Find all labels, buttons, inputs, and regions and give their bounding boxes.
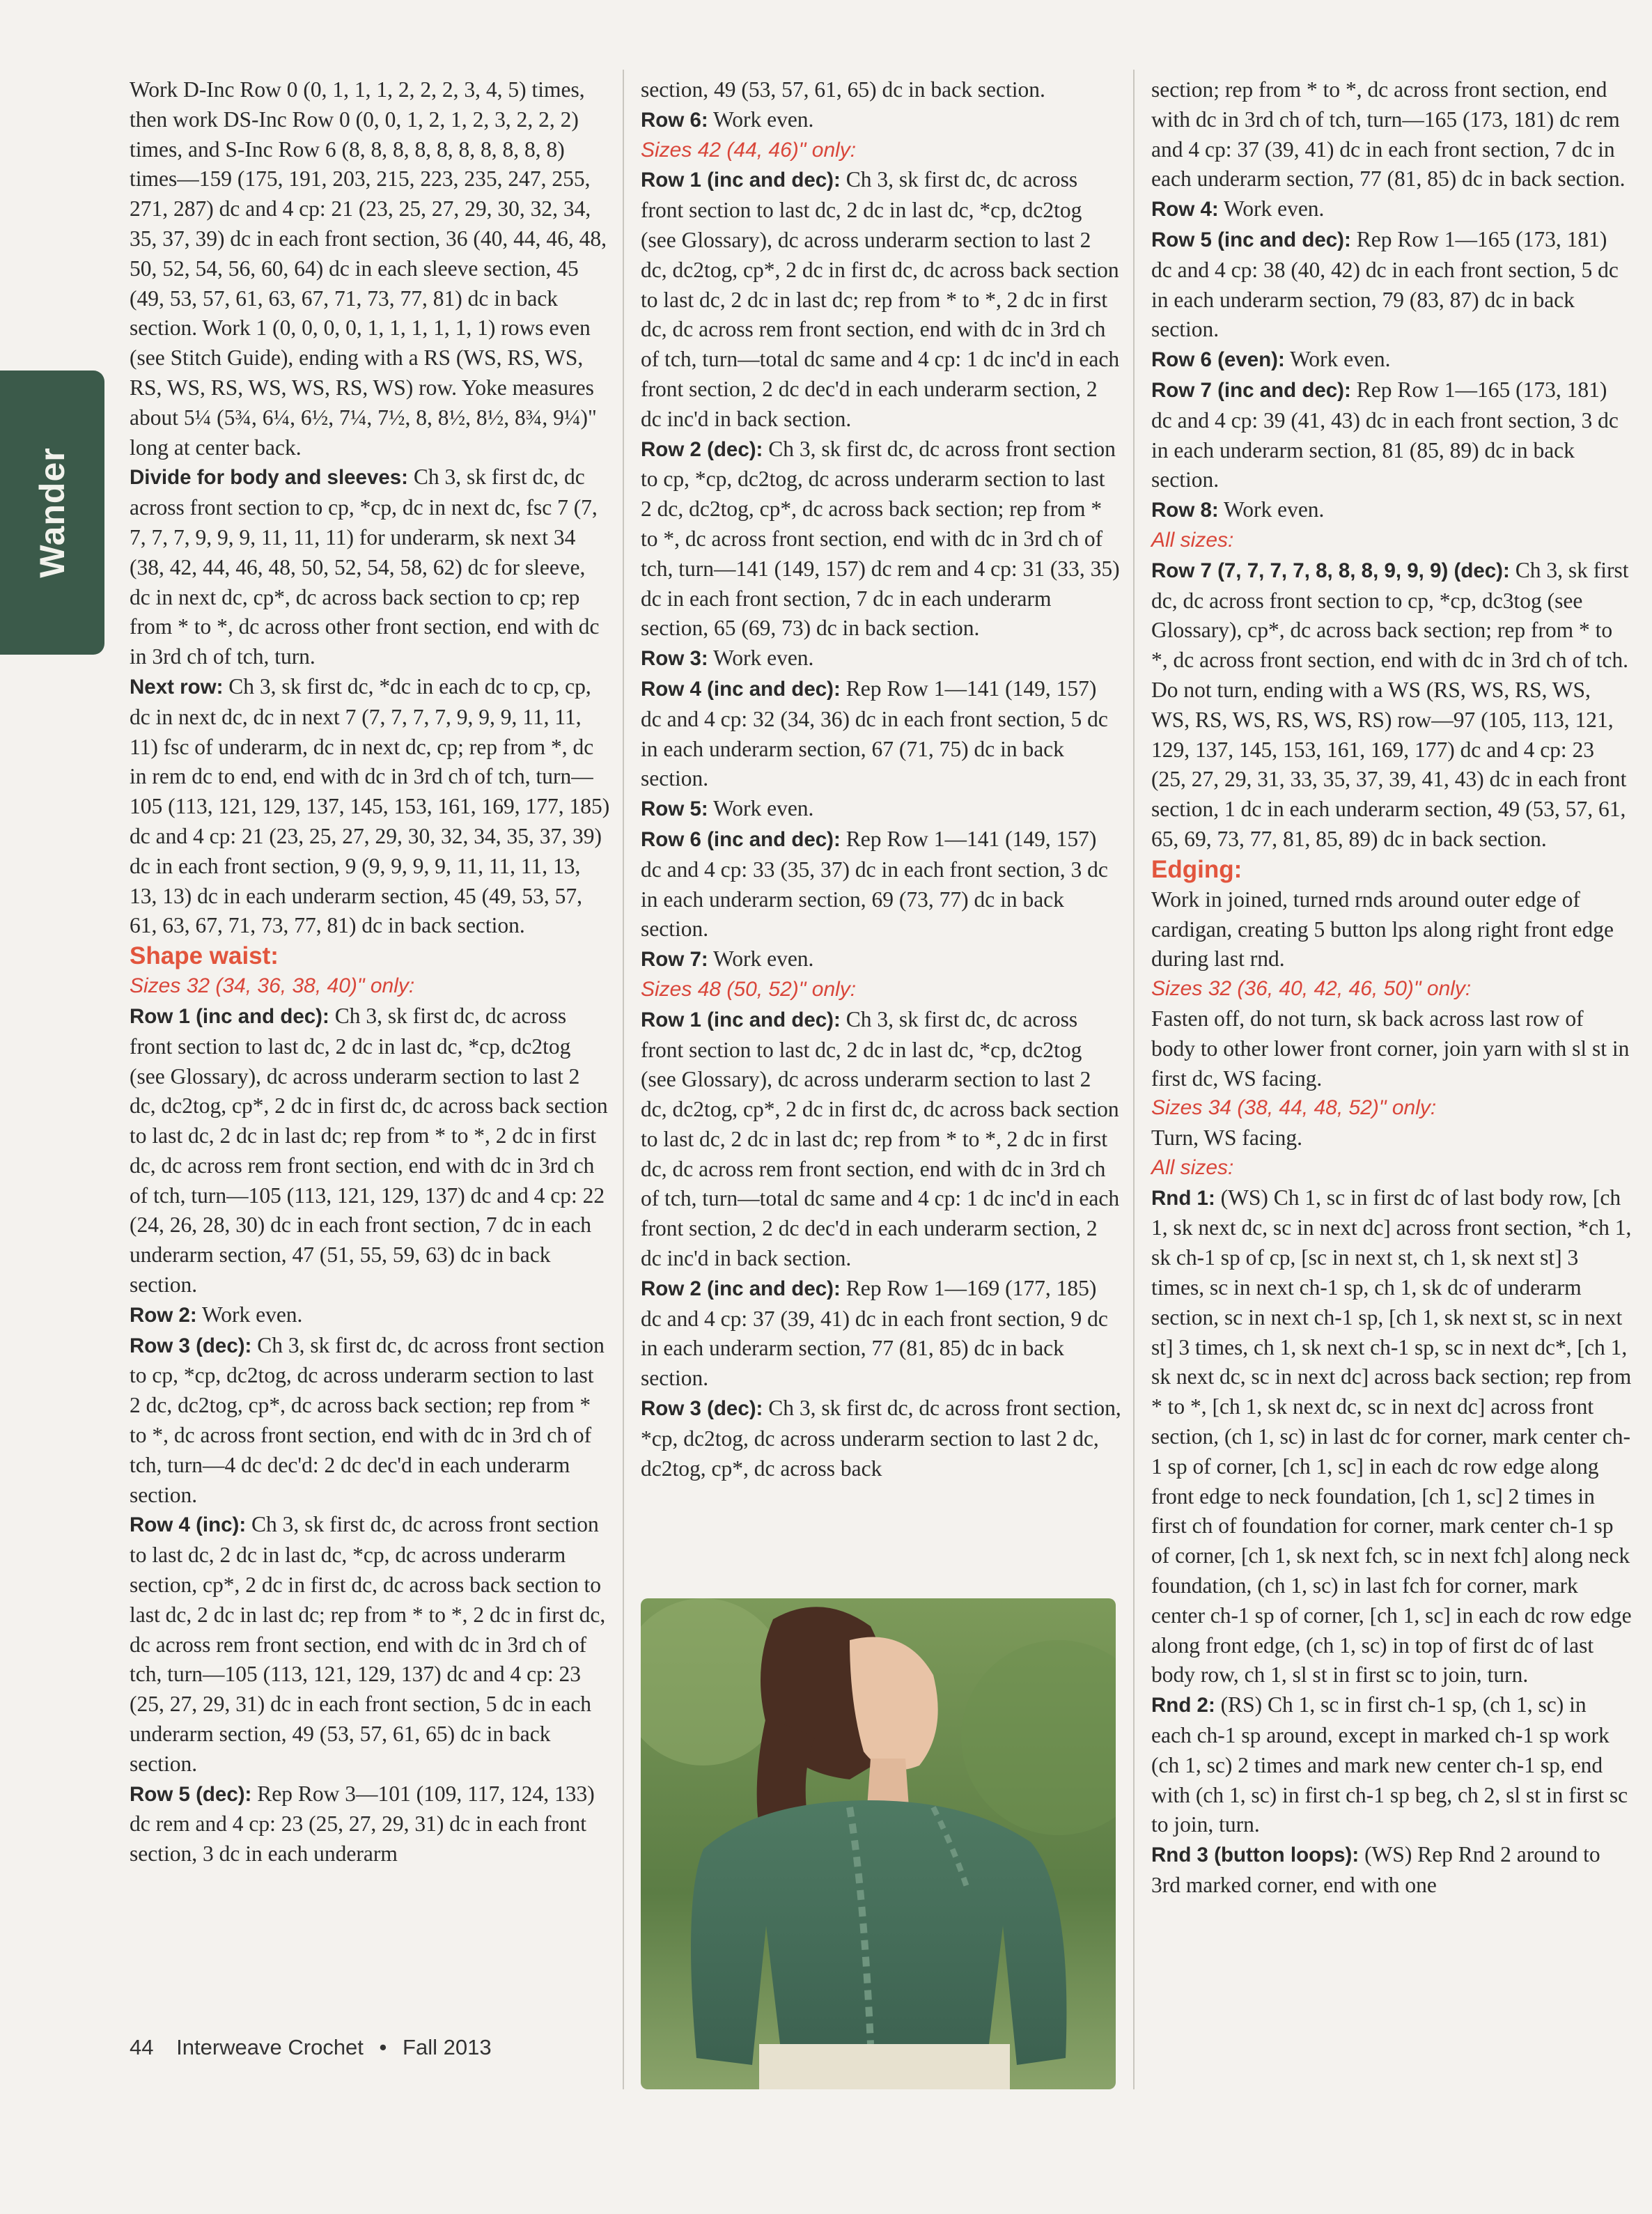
footer-bullet: •	[379, 2035, 387, 2059]
section-tab-label: Wander	[33, 447, 72, 578]
instruction-paragraph	[130, 1510, 610, 1779]
row-label: Rnd 2:	[1151, 1694, 1215, 1717]
instruction-paragraph	[1151, 1690, 1632, 1840]
size-note: All sizes:	[1151, 528, 1234, 552]
row-label: Row 6:	[641, 108, 708, 132]
instruction-paragraph	[1151, 1004, 1632, 1093]
row-label: Row 4 (inc):	[130, 1513, 247, 1537]
instruction-paragraph	[1151, 375, 1632, 495]
size-note: Sizes 48 (50, 52)" only:	[641, 977, 857, 1001]
sweater-photo	[641, 1598, 1116, 2089]
text-column-2	[641, 75, 1121, 1483]
instruction-paragraph	[641, 435, 1121, 644]
instruction-paragraph	[641, 75, 1121, 105]
instruction-paragraph	[130, 1331, 610, 1511]
instruction-paragraph	[641, 674, 1121, 794]
instruction-paragraph	[1151, 1123, 1632, 1153]
row-label: Row 4 (inc and dec):	[641, 677, 841, 701]
page-footer	[130, 2035, 492, 2060]
row-label: Row 5 (inc and dec):	[1151, 228, 1351, 251]
size-note: Sizes 32 (36, 40, 42, 46, 50)" only:	[1151, 977, 1472, 1001]
instruction-paragraph	[641, 1274, 1121, 1394]
instruction-text: Work even.	[708, 646, 814, 671]
row-label: Rnd 1:	[1151, 1186, 1215, 1210]
instruction-text: Work even.	[1218, 497, 1325, 522]
instruction-text: Work even.	[1218, 196, 1325, 221]
section-tab	[0, 371, 104, 655]
row-label: Row 3 (dec):	[641, 1397, 763, 1421]
instruction-text: Ch 3, sk first dc, dc across front section to cp, *cp, dc3tog (see Glossary), cp*, dc across back section; rep from * to *, dc across front section, end with dc in 3rd ch of tch. Do not turn, ending with a WS (RS, WS, RS, WS, WS, RS, WS, RS, WS, RS) row—97 (105, 113, 121, 129, 137, 145, 153, 161, 169, 177) dc and 4 cp: 23 (25, 27, 29, 31, 33, 35, 37, 39, 41, 43) dc in each front section, 1 dc in each underarm section, 49 (53, 57, 61, 65, 69, 73, 77, 81, 85, 89) dc in back section.	[1151, 557, 1629, 851]
instruction-paragraph	[1151, 885, 1632, 974]
instruction-text: Ch 3, sk first dc, dc across front section to last dc, 2 dc in last dc, *cp, dc2tog (see Glossary), dc across underarm section to last 2 dc, dc2tog, cp*, 2 dc in first dc, dc across back section to last dc, 2 dc in last dc; rep from * to *, 2 dc in first dc, dc across rem front section, end with dc in 3rd ch of tch, turn—total dc same and 4 cp: 1 dc inc'd in each front section, 2 dc dec'd in each underarm section, 2 dc inc'd in back section.	[641, 167, 1120, 431]
row-label: Row 7:	[641, 948, 708, 972]
instruction-paragraph	[1151, 1183, 1632, 1691]
instruction-text: section; rep from * to *, dc across front section, end with dc in 3rd ch of tch, turn—165 (173, 181) dc rem and 4 cp: 37 (39, 41) dc in each front section, 7 dc in each underarm section, 77 (81, 85) dc in back section.	[1151, 77, 1626, 192]
instruction-paragraph	[1151, 556, 1632, 855]
instruction-text: Work even.	[708, 796, 814, 821]
instruction-paragraph	[641, 105, 1121, 136]
size-note: Sizes 34 (38, 44, 48, 52)" only:	[1151, 1096, 1437, 1120]
instruction-text: Ch 3, sk first dc, dc across front section to last dc, 2 dc in last dc, *cp, dc2tog (see Glossary), dc across underarm section to last 2 dc, dc2tog, cp*, 2 dc in first dc, dc across back section to last dc, 2 dc in last dc; rep from * to *, 2 dc in first dc, dc across rem front section, end with dc in 3rd ch of tch, turn—105 (113, 121, 129, 137) dc and 4 cp: 22 (24, 26, 28, 30) dc in each front section, 7 dc in each underarm section, 47 (51, 55, 59, 63) dc in back section.	[130, 1003, 608, 1297]
instruction-text: (WS) Rep Rnd 2 around to 3rd marked corner, end with one	[1151, 1842, 1600, 1898]
instruction-text: Work even.	[1284, 347, 1391, 372]
row-label: Row 6 (even):	[1151, 348, 1285, 372]
instruction-paragraph	[641, 644, 1121, 674]
instruction-text: Work even.	[708, 946, 814, 972]
instruction-paragraph	[130, 1300, 610, 1331]
row-label: Row 6 (inc and dec):	[641, 827, 841, 851]
instruction-paragraph	[1151, 225, 1632, 345]
row-label: Row 8:	[1151, 499, 1219, 522]
row-label: Row 2:	[130, 1303, 197, 1327]
size-note: Sizes 42 (44, 46)" only:	[641, 138, 857, 162]
instruction-text: Ch 3, sk first dc, dc across front section to cp, *cp, dc in next dc, fsc 7 (7, 7, 7, 7, 9, 9, 9, 11, 11, 11) for underarm, sk next 34 (38, 42, 44, 46, 48, 50, 52, 54, 58, 62) dc for sleeve, dc in next dc, cp*, dc across back section to cp; rep from * to *, dc across other front section, end with dc in 3rd ch of tch, turn.	[130, 465, 600, 669]
instruction-text: Turn, WS facing.	[1151, 1125, 1303, 1151]
row-label: Row 1 (inc and dec):	[130, 1004, 329, 1028]
instruction-paragraph	[641, 794, 1121, 825]
text-column-3	[1151, 75, 1632, 1901]
row-label: Row 3:	[641, 647, 708, 671]
instruction-text: Ch 3, sk first dc, dc across front section to cp, *cp, dc2tog, dc across underarm section to last 2 dc, dc2tog, cp*, dc across back section; rep from * to *, dc across front section, end with dc in 3rd ch of tch, turn—141 (149, 157) dc rem and 4 cp: 31 (33, 35) dc in each front section, 7 dc in each underarm section, 65 (69, 73) dc in back section.	[641, 436, 1120, 641]
section-heading: Edging:	[1151, 855, 1242, 883]
row-label: Row 1 (inc and dec):	[641, 1008, 841, 1031]
instruction-text: Rep Row 1—165 (173, 181) dc and 4 cp: 38 (40, 42) dc in each front section, 5 dc in each underarm section, 79 (83, 87) dc in back section.	[1151, 226, 1619, 342]
row-label: Row 7 (inc and dec):	[1151, 378, 1351, 402]
text-column-1	[130, 75, 610, 1869]
section-heading: Shape waist:	[130, 942, 279, 970]
instruction-paragraph	[641, 165, 1121, 434]
row-label: Row 2 (dec):	[641, 437, 763, 461]
instruction-text: Rep Row 1—141 (149, 157) dc and 4 cp: 33 (35, 37) dc in each front section, 3 dc in each underarm section, 69 (73, 77) dc in back section.	[641, 826, 1108, 942]
instruction-text: Ch 3, sk first dc, *dc in each dc to cp, cp, dc in next dc, dc in next 7 (7, 7, 7, 7, 9, 9, 9, 11, 11, 11) fsc of underarm, dc in next dc, cp; rep from *, dc in rem dc to end, end with dc in 3rd ch of tch, turn—105 (113, 121, 129, 137, 145, 153, 161, 169, 177, 185) dc and 4 cp: 21 (23, 25, 27, 29, 30, 32, 34, 35, 37, 39) dc in each front section, 9 (9, 9, 9, 9, 11, 11, 11, 13, 13, 13) dc in each underarm section, 45 (49, 53, 57, 61, 63, 67, 71, 73, 77, 81) dc in back section.	[130, 673, 610, 938]
instruction-paragraph	[130, 672, 610, 941]
instruction-text: Ch 3, sk first dc, dc across front section to last dc, 2 dc in last dc, *cp, dc across underarm section, cp*, 2 dc in first dc, dc across back section to last dc, 2 dc in last dc; rep from * to *, 2 dc in first dc, dc across rem front section, end with dc in 3rd ch of tch, turn—105 (113, 121, 129, 137) dc and 4 cp: 23 (25, 27, 29, 31) dc in each front section, 5 dc in each underarm section, 49 (53, 57, 61, 65) dc in back section.	[130, 1512, 606, 1776]
instruction-text: Rep Row 1—141 (149, 157) dc and 4 cp: 32 (34, 36) dc in each front section, 5 dc in each underarm section, 67 (71, 75) dc in back section.	[641, 676, 1108, 791]
magazine-title: Interweave Crochet	[176, 2035, 364, 2059]
instruction-paragraph	[641, 1005, 1121, 1274]
row-label: Row 2 (inc and dec):	[641, 1277, 841, 1300]
instruction-paragraph	[1151, 345, 1632, 375]
instruction-text: section, 49 (53, 57, 61, 65) dc in back section.	[641, 77, 1045, 102]
row-label: Row 3 (dec):	[130, 1334, 252, 1357]
instruction-paragraph	[130, 462, 610, 672]
instruction-text: Ch 3, sk first dc, dc across front section to cp, *cp, dc2tog, dc across underarm section to last 2 dc, dc2tog, cp*, dc across back section; rep from * to *, dc across front section, end with dc in 3rd ch of tch, turn—4 dc dec'd: 2 dc dec'd in each underarm section.	[130, 1332, 605, 1507]
instruction-text: (WS) Ch 1, sc in first dc of last body row, [ch 1, sk next dc, sc in next dc] across front section, *ch 1, sk ch-1 sp of cp, [sc in next st, ch 1, sk next st] 3 times, sc in next ch-1 sp, ch 1, sk dc of underarm section, sc in next ch-1 sp, [ch 1, sk next st, sc in next st] 3 times, ch 1, sk next ch-1 sp, sc in next dc*, [ch 1, sk next dc, sc in next dc] across back section; rep from * to *, [ch 1, sk next dc, sc in next dc] across front section, (ch 1, sc) in last dc for corner, mark center ch-1 sp of corner, [ch 1, sc] in each dc row edge along front edge to neck foundation, [ch 1, sc] 2 times in first ch of foundation for corner, mark center ch-1 sp of corner, [ch 1, sk next fch, sc in next fch] along neck foundation, (ch 1, sc) in last fch for corner, mark center ch-1 sp of corner, [ch 1, sc] in each dc row edge along front edge, (ch 1, sc) in top of first dc of last body row, ch 1, sl st in first sc to join, turn.	[1151, 1185, 1632, 1687]
issue-date: Fall 2013	[403, 2035, 492, 2059]
instruction-paragraph	[130, 1779, 610, 1869]
row-label: Divide for body and sleeves:	[130, 466, 409, 490]
instruction-paragraph	[130, 1001, 610, 1300]
instruction-text: Rep Row 1—169 (177, 185) dc and 4 cp: 37 (39, 41) dc in each front section, 9 dc in each underarm section, 77 (81, 85) dc in back section.	[641, 1275, 1108, 1391]
instruction-paragraph	[1151, 1840, 1632, 1901]
row-label: Row 5:	[641, 797, 708, 821]
instruction-text: Fasten off, do not turn, sk back across last row of body to other lower front corner, join yarn with sl st in first dc, WS facing.	[1151, 1006, 1630, 1091]
row-label: Row 7 (7, 7, 7, 7, 8, 8, 8, 9, 9, 9) (dec):	[1151, 559, 1510, 582]
row-label: Next row:	[130, 675, 224, 699]
size-note: Sizes 32 (34, 36, 38, 40)" only:	[130, 974, 415, 998]
instruction-paragraph	[641, 825, 1121, 944]
instruction-text: Work in joined, turned rnds around outer edge of cardigan, creating 5 button lps along right front edge during last rnd.	[1151, 887, 1614, 972]
instruction-paragraph	[1151, 194, 1632, 225]
column-divider	[623, 70, 624, 2089]
page-number: 44	[130, 2035, 154, 2059]
instruction-text: Work D-Inc Row 0 (0, 1, 1, 1, 2, 2, 2, 3, 4, 5) times, then work DS-Inc Row 0 (0, 0, 1, 2, 1, 2, 3, 2, 2, 2) times, and S-Inc Row 6 (8, 8, 8, 8, 8, 8, 8, 8, 8, 8) times—159 (175, 191, 203, 215, 223, 235, 247, 255, 271, 287) dc and 4 cp: 21 (23, 25, 27, 29, 30, 32, 34, 35, 37, 39) dc in each front section, 36 (40, 44, 46, 48, 50, 52, 54, 56, 60, 64) dc in each sleeve section, 45 (49, 53, 57, 61, 63, 67, 71, 73, 77, 81) dc in back section. Work 1 (0, 0, 0, 0, 1, 1, 1, 1, 1, 1) rows even (see Stitch Guide), ending with a RS (WS, RS, WS, RS, WS, RS, WS, WS, RS, WS) row. Yoke measures about 5¼ (5¾, 6¼, 6½, 7¼, 7½, 8, 8½, 8½, 8¾, 9¼)" long at center back.	[130, 77, 607, 460]
row-label: Row 1 (inc and dec):	[641, 169, 841, 192]
instruction-paragraph	[641, 944, 1121, 975]
instruction-paragraph	[1151, 495, 1632, 526]
instruction-text: Rep Row 3—101 (109, 117, 124, 133) dc rem and 4 cp: 23 (25, 27, 29, 31) dc in each front section, 3 dc in each underarm	[130, 1781, 595, 1866]
instruction-text: Work even.	[708, 107, 814, 132]
instruction-paragraph	[641, 1394, 1121, 1483]
column-divider	[1133, 70, 1135, 2089]
row-label: Row 4:	[1151, 198, 1219, 221]
size-note: All sizes:	[1151, 1155, 1234, 1179]
instruction-text: Rep Row 1—165 (173, 181) dc and 4 cp: 39 (41, 43) dc in each front section, 3 dc in each underarm section, 81 (85, 89) dc in back section.	[1151, 377, 1619, 492]
instruction-paragraph	[130, 75, 610, 462]
row-label: Row 5 (dec):	[130, 1782, 252, 1806]
instruction-paragraph	[1151, 75, 1632, 194]
instruction-text: Ch 3, sk first dc, dc across front section to last dc, 2 dc in last dc, *cp, dc2tog (see Glossary), dc across underarm section to last 2 dc, dc2tog, cp*, 2 dc in first dc, dc across back section to last dc, 2 dc in last dc; rep from * to *, 2 dc in first dc, dc across rem front section, end with dc in 3rd ch of tch, turn—total dc same and 4 cp: 1 dc inc'd in each front section, 2 dc dec'd in each underarm section, 2 dc inc'd in back section.	[641, 1006, 1120, 1271]
instruction-text: Ch 3, sk first dc, dc across front section, *cp, dc2tog, dc across underarm section to last 2 dc, dc2tog, cp*, dc across back	[641, 1396, 1121, 1481]
row-label: Rnd 3 (button loops):	[1151, 1843, 1359, 1867]
instruction-text: Work even.	[196, 1302, 303, 1327]
instruction-text: (RS) Ch 1, sc in first ch-1 sp, (ch 1, sc) in each ch-1 sp around, except in marked ch-1 sp work (ch 1, sc) 2 times and mark new center ch-1 sp, end with (ch 1, sc) in first ch-1 sp beg, ch 2, sl st in first sc to join, turn.	[1151, 1692, 1628, 1837]
